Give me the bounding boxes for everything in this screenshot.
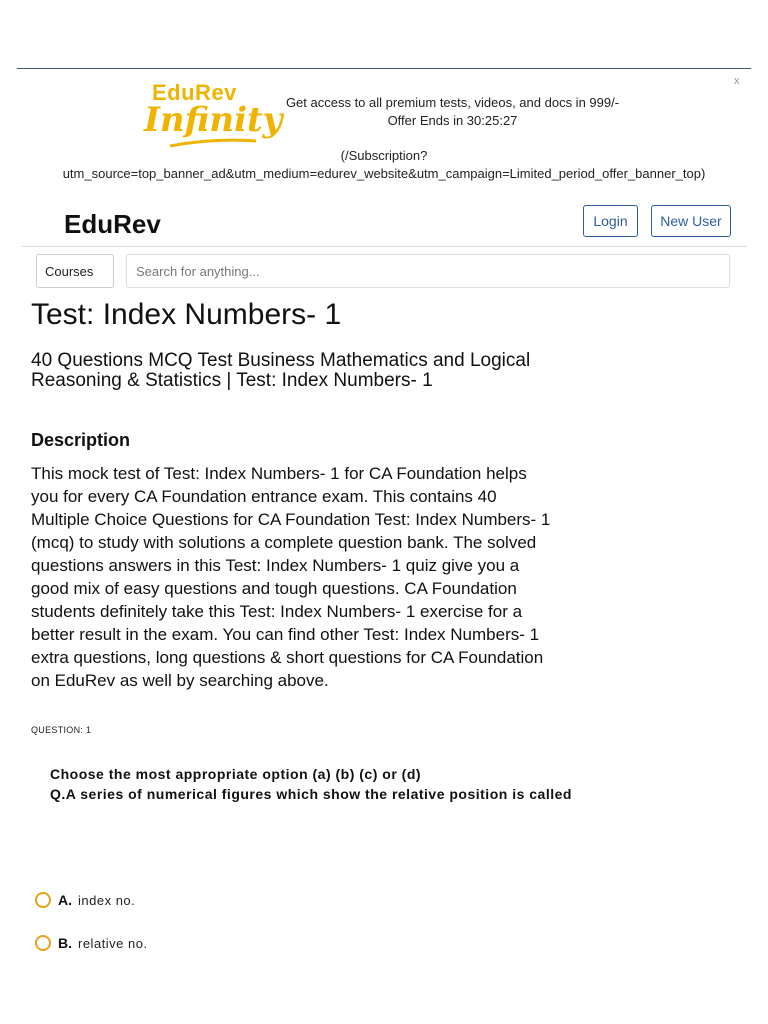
promo-text [270,94,635,130]
question-instruction: Choose the most appropriate option (a) (b) (c) or (d) [50,766,422,782]
page-title: Test: Index Numbers- 1 [31,298,342,331]
option-letter: A. [58,892,72,908]
subscription-link-line2: utm_source=top_banner_ad&utm_medium=edurev_website&utm_campaign=Limited_period_offer_banner_top) [62,166,706,181]
option-letter: B. [58,935,72,951]
option-text: relative no. [78,935,148,951]
site-logo[interactable]: EduRev [64,209,161,239]
banner-top-border [17,68,751,69]
question-text [50,764,573,804]
login-button[interactable]: Login [583,205,638,237]
subscription-link[interactable] [0,147,768,183]
promo-timer-line: Offer Ends in 30:25:27 [387,113,518,128]
new-user-button[interactable]: New User [651,205,731,237]
question-number-label: QUESTION: 1 [31,725,92,735]
edurev-infinity-logo[interactable] [144,80,283,152]
description-text: This mock test of Test: Index Numbers- 1 for CA Foundation helps you for every CA Foundation entrance exam. This contains 40 Multiple Choice Questions for CA Foundation Test: Index Numbers- 1 (mcq) to study with solutions a complete question bank. The solved questions answers in this Test: Index Numbers- 1 quiz give you a good mix of easy questions and tough questions. CA Foundation students definitely take this Test: Index Numbers- 1 exercise for a better result in the exam. You can find other Test: Index Numbers- 1 extra questions, long questions & short questions for CA Foundation on EduRev as well by searching above. [31,464,551,690]
description-heading: Description [31,430,131,450]
close-banner-button[interactable]: x [734,75,740,87]
promo-offer-line: Get access to all premium tests, videos, and docs in 999/- [285,95,620,110]
option-a[interactable] [35,889,135,911]
radio-icon[interactable] [35,892,51,908]
header-divider [22,246,747,247]
option-b[interactable] [35,932,148,954]
page-subtitle: 40 Questions MCQ Test Business Mathematics and Logical Reasoning & Statistics | Test: Index Numbers- 1 [31,350,531,391]
radio-icon[interactable] [35,935,51,951]
option-text: index no. [78,892,136,908]
question-body: Q.A series of numerical figures which show the relative position is called [50,786,572,802]
logo-brand-text: EduRev [152,80,237,105]
subscription-link-line1: (/Subscription? [340,148,428,163]
logo-product-text: Infinity [144,100,283,140]
courses-dropdown[interactable]: Courses [36,254,114,288]
search-input[interactable] [126,254,730,288]
